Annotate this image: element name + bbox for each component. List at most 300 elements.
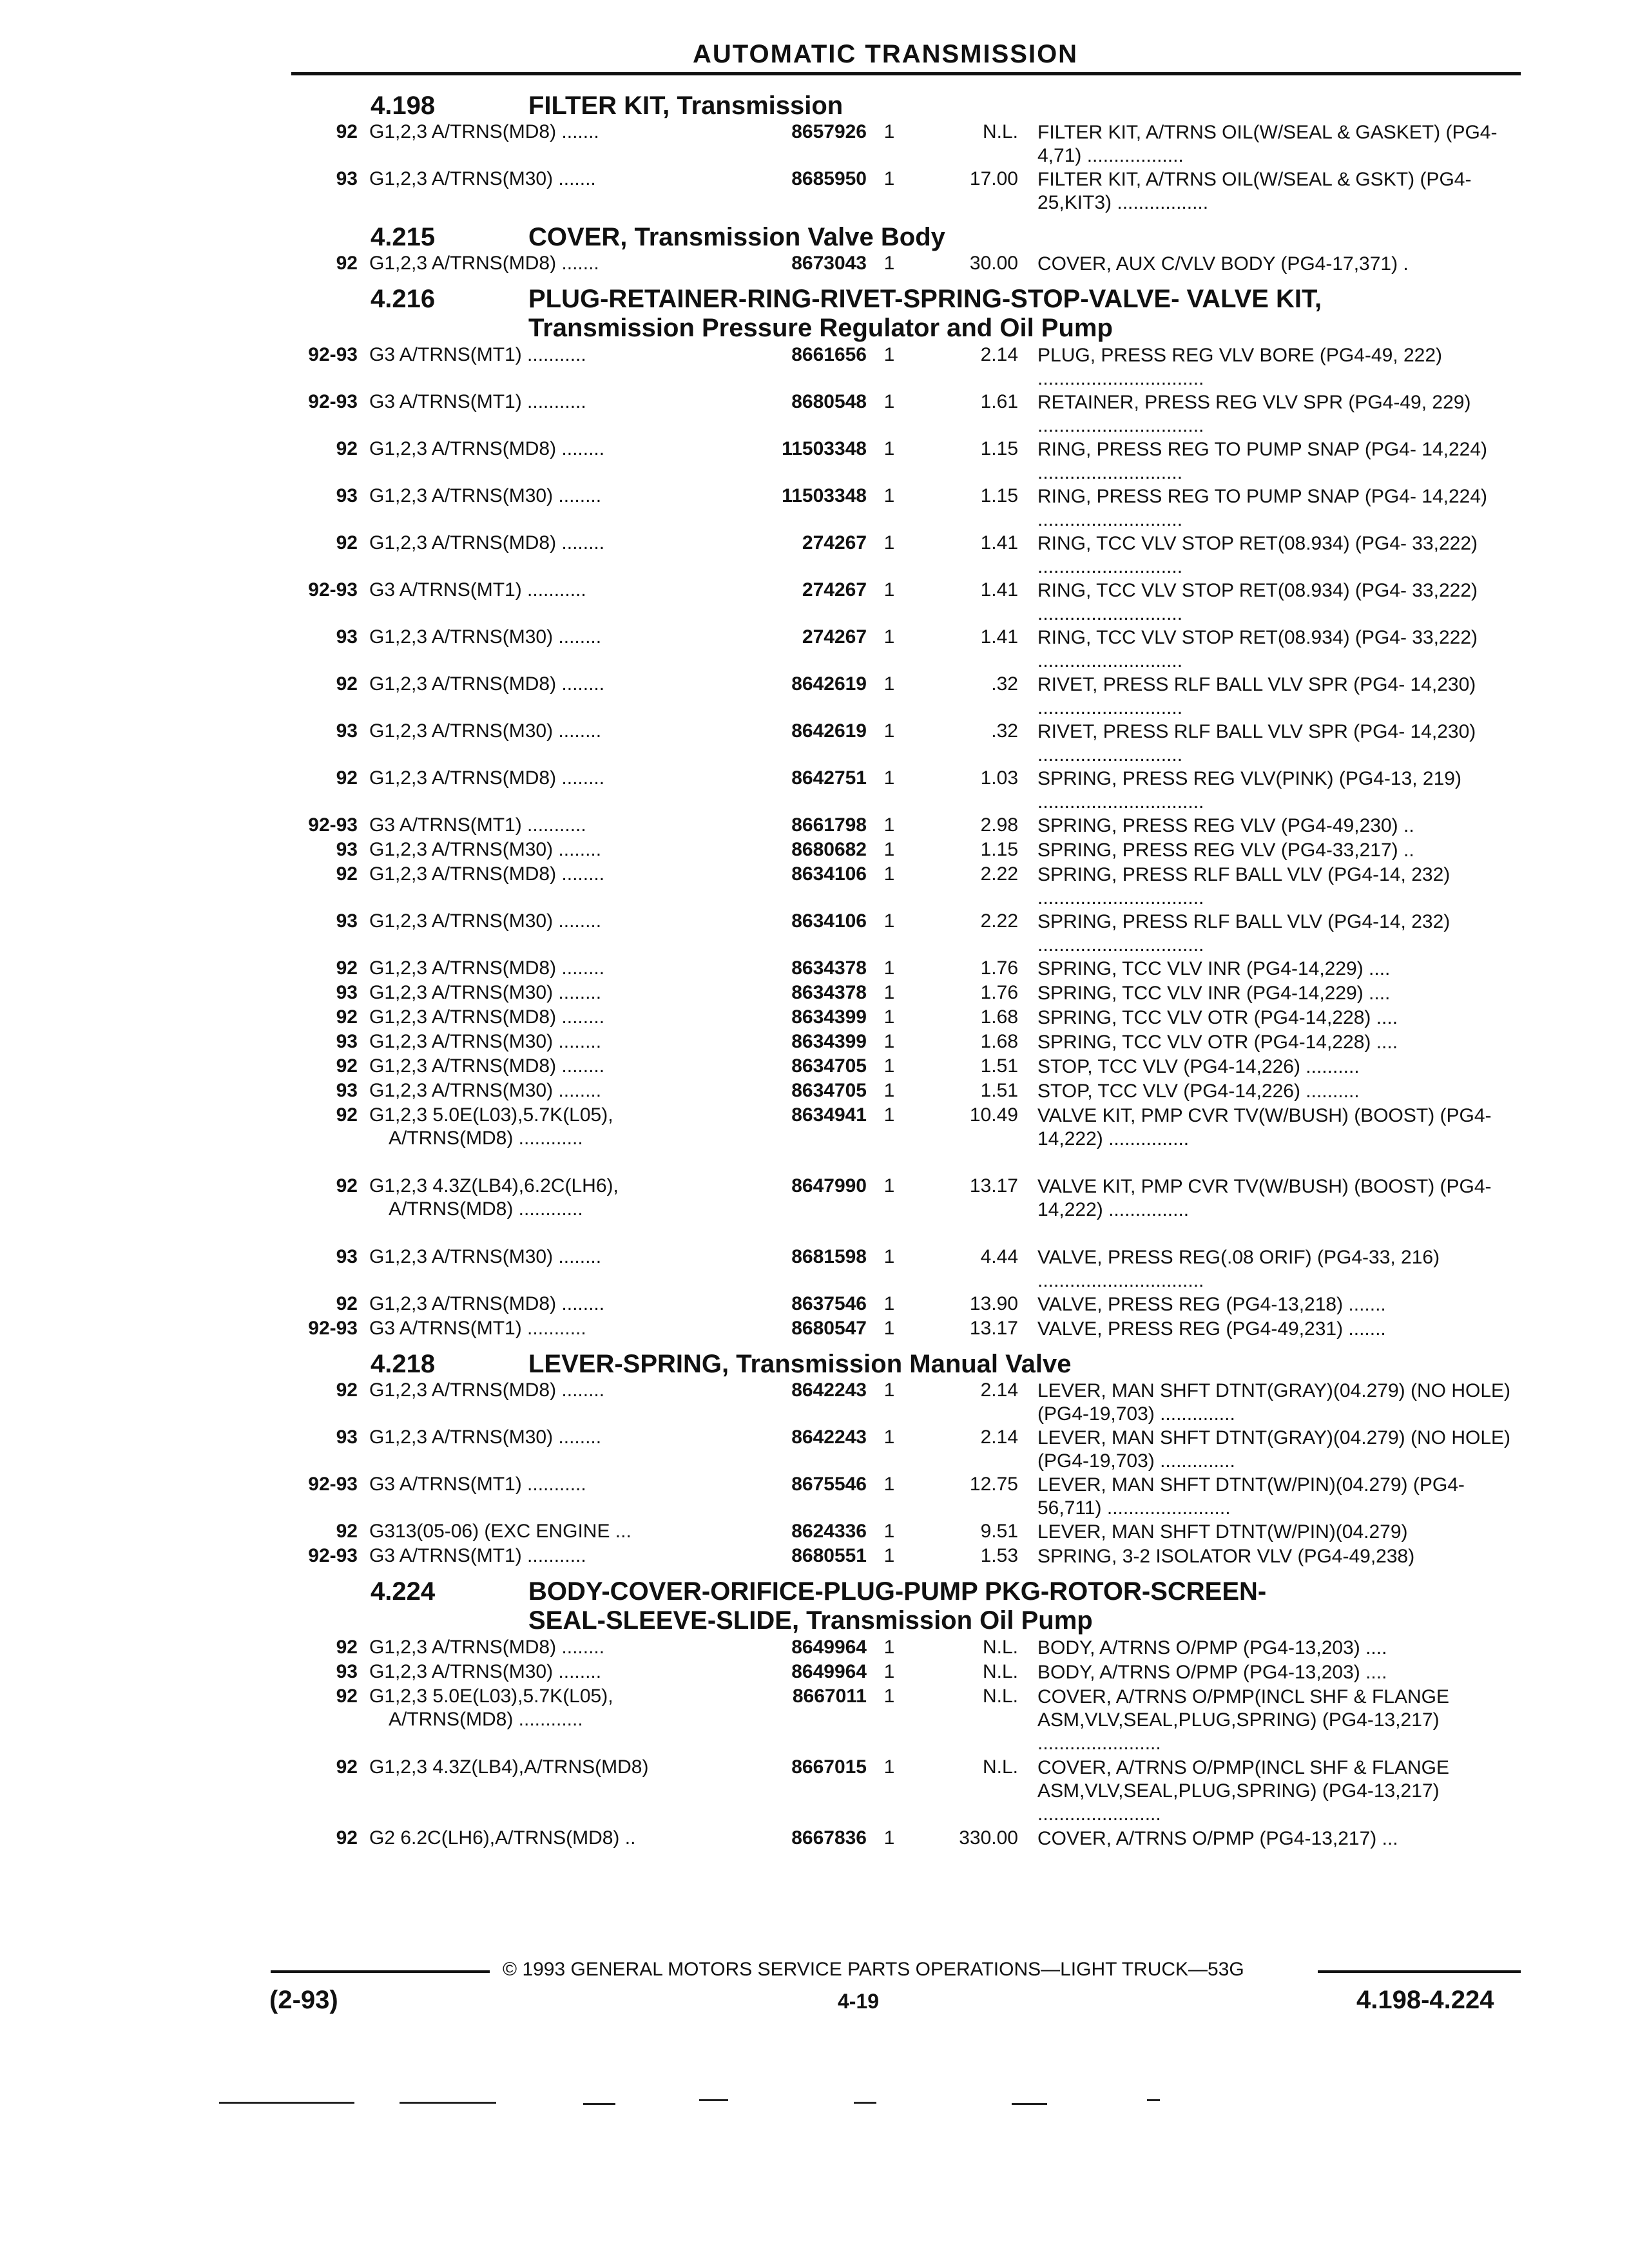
part-number: 8642751 (791, 767, 867, 789)
quantity: 1 (883, 626, 895, 648)
price: 13.17 (969, 1175, 1018, 1196)
quantity: 1 (883, 485, 895, 506)
footer-rule-left (271, 1970, 490, 1973)
part-description: VALVE, PRESS REG (PG4-13,218) ....... (1037, 1294, 1386, 1315)
part-number: 8647990 (791, 1175, 867, 1196)
quantity: 1 (883, 720, 895, 742)
model-line: G1,2,3 A/TRNS(MD8) ........ (369, 1293, 605, 1314)
model-line: G3 A/TRNS(MT1) ........... (369, 1545, 586, 1566)
part-row (287, 719, 1524, 766)
model-application (369, 1827, 717, 1849)
part-description: COVER, A/TRNS O/PMP(INCL SHF & FLANGE ASM,VLV,SEAL,PLUG,SPRING) (PG4-13,217) ....................... (1037, 1757, 1449, 1825)
model-line: G1,2,3 A/TRNS(MD8) ....... (369, 253, 599, 274)
part-row (287, 251, 1524, 276)
model-year: 92-93 (308, 344, 358, 365)
model-application (369, 1318, 717, 1340)
model-line: G1,2,3 A/TRNS(MD8) ....... (369, 121, 599, 142)
part-row (287, 1660, 1524, 1684)
part-row (287, 1425, 1524, 1472)
model-line: G1,2,3 A/TRNS(M30) ........ (369, 720, 602, 742)
quantity: 1 (883, 1827, 895, 1849)
price: 2.14 (980, 1379, 1018, 1401)
part-number: 8673043 (791, 253, 867, 274)
part-description: VALVE KIT, PMP CVR TV(W/BUSH) (BOOST) (PG4-14,222) ............... (1037, 1176, 1492, 1220)
part-description: FILTER KIT, A/TRNS OIL(W/SEAL & GSKT) (PG4-25,KIT3) ................. (1037, 169, 1472, 213)
part-description: SPRING, PRESS REG VLV(PINK) (PG4-13, 219) ............................... (1037, 768, 1461, 812)
part-row (287, 1472, 1524, 1519)
model-year: 93 (336, 982, 358, 1003)
model-application (369, 839, 717, 861)
model-year: 93 (336, 1080, 358, 1101)
model-line: G1,2,3 5.0E(L03),5.7K(L05), (369, 1686, 613, 1707)
quantity: 1 (883, 1545, 895, 1566)
model-application (369, 673, 717, 695)
model-application (369, 1379, 717, 1401)
price: 1.41 (980, 626, 1018, 648)
model-line-2: A/TRNS(MD8) ............ (389, 1128, 583, 1149)
part-row (287, 1079, 1524, 1103)
part-number: 8680682 (791, 839, 867, 860)
model-application (369, 910, 717, 932)
section-heading (287, 214, 1524, 251)
model-application (369, 344, 717, 366)
price: N.L. (982, 1637, 1018, 1658)
model-year: 93 (336, 168, 358, 189)
part-description: STOP, TCC VLV (PG4-14,226) .......... (1037, 1081, 1360, 1102)
model-application (369, 532, 717, 554)
part-row (287, 1544, 1524, 1568)
model-year: 92 (336, 673, 358, 695)
scan-artifact-marks (0, 2088, 1629, 2113)
price: 2.14 (980, 344, 1018, 365)
part-description: BODY, A/TRNS O/PMP (PG4-13,203) .... (1037, 1637, 1387, 1658)
model-line: G1,2,3 A/TRNS(MD8) ........ (369, 1006, 605, 1028)
part-description: STOP, TCC VLV (PG4-14,226) .......... (1037, 1056, 1360, 1077)
part-row (287, 1292, 1524, 1316)
quantity: 1 (883, 1637, 895, 1658)
quantity: 1 (883, 910, 895, 932)
part-description: SPRING, PRESS RLF BALL VLV (PG4-14, 232) ............................... (1037, 864, 1451, 908)
model-application (369, 1637, 717, 1658)
header-rule (291, 72, 1521, 75)
model-application (369, 1756, 717, 1778)
part-number: 8681598 (791, 1246, 867, 1267)
model-application (369, 1661, 717, 1683)
model-line: G3 A/TRNS(MT1) ........... (369, 579, 586, 601)
part-description: SPRING, PRESS RLF BALL VLV (PG4-14, 232) ............................... (1037, 911, 1451, 956)
quantity: 1 (883, 1756, 895, 1778)
model-application (369, 438, 717, 460)
model-line: G313(05-06) (EXC ENGINE ... (369, 1521, 631, 1542)
part-description: RING, PRESS REG TO PUMP SNAP (PG4- 14,224) ........................... (1037, 439, 1488, 483)
part-number: 8667011 (792, 1686, 867, 1707)
model-year: 93 (336, 839, 358, 860)
part-row (287, 437, 1524, 484)
footer-date: (2-93) (269, 1986, 338, 2014)
part-row (287, 578, 1524, 625)
part-number: 8680548 (791, 391, 867, 412)
model-year: 92 (336, 1293, 358, 1314)
part-description: COVER, A/TRNS O/PMP(INCL SHF & FLANGE ASM,VLV,SEAL,PLUG,SPRING) (PG4-13,217) ....................... (1037, 1686, 1449, 1754)
part-number: 8685950 (791, 168, 867, 189)
part-row (287, 838, 1524, 862)
part-description: SPRING, TCC VLV OTR (PG4-14,228) .... (1037, 1007, 1398, 1028)
quantity: 1 (883, 1521, 895, 1542)
price: N.L. (982, 1686, 1018, 1707)
part-row (287, 625, 1524, 672)
price: N.L. (982, 1661, 1018, 1682)
part-number: 8642243 (791, 1427, 867, 1448)
price: 2.22 (980, 910, 1018, 932)
part-row (287, 909, 1524, 956)
price: 1.15 (980, 485, 1018, 506)
model-application (369, 1055, 717, 1077)
model-year: 92 (336, 1379, 358, 1401)
price: 1.76 (980, 982, 1018, 1003)
model-application (369, 1686, 717, 1730)
price: 1.51 (980, 1055, 1018, 1077)
price: N.L. (982, 121, 1018, 142)
price: .32 (991, 673, 1018, 695)
part-row (287, 343, 1524, 390)
quantity: 1 (883, 1427, 895, 1448)
quantity: 1 (883, 1379, 895, 1401)
price: 1.76 (980, 957, 1018, 979)
price: 12.75 (969, 1474, 1018, 1495)
part-number: 8634106 (791, 863, 867, 885)
section-heading (287, 1568, 1524, 1635)
section-number: 4.224 (371, 1577, 436, 1606)
part-number: 8634705 (791, 1080, 867, 1101)
price: 17.00 (969, 168, 1018, 189)
quantity: 1 (883, 1055, 895, 1077)
quantity: 1 (883, 579, 895, 601)
section-number: 4.218 (371, 1350, 436, 1378)
page-title: AUTOMATIC TRANSMISSION (693, 40, 1079, 68)
model-line-2: A/TRNS(MD8) ............ (389, 1709, 583, 1730)
model-line: G1,2,3 A/TRNS(M30) ....... (369, 168, 596, 189)
price: 2.22 (980, 863, 1018, 885)
part-row (287, 766, 1524, 813)
quantity: 1 (883, 863, 895, 885)
model-year: 93 (336, 1031, 358, 1052)
model-line: G1,2,3 A/TRNS(MD8) ........ (369, 532, 605, 553)
part-description: SPRING, 3-2 ISOLATOR VLV (PG4-49,238) (1037, 1546, 1415, 1567)
footer-section-range: 4.198-4.224 (1356, 1986, 1494, 2014)
section-number: 4.215 (371, 223, 436, 251)
part-description: SPRING, TCC VLV INR (PG4-14,229) .... (1037, 958, 1391, 979)
model-application (369, 982, 717, 1004)
part-row (287, 120, 1524, 167)
quantity: 1 (883, 1175, 895, 1196)
model-year: 92 (336, 957, 358, 979)
part-number: 8634378 (791, 957, 867, 979)
section-heading (287, 82, 1524, 120)
part-row (287, 1378, 1524, 1425)
model-line: G2 6.2C(LH6),A/TRNS(MD8) .. (369, 1827, 636, 1849)
model-application (369, 1427, 717, 1448)
price: N.L. (982, 1756, 1018, 1778)
part-description: SPRING, TCC VLV INR (PG4-14,229) .... (1037, 983, 1391, 1004)
model-application (369, 720, 717, 742)
part-number: 8667836 (791, 1827, 867, 1849)
price: 1.68 (980, 1006, 1018, 1028)
part-number: 8634378 (791, 982, 867, 1003)
price: 1.68 (980, 1031, 1018, 1052)
model-year: 93 (336, 910, 358, 932)
part-number: 8637546 (791, 1293, 867, 1314)
quantity: 1 (883, 1474, 895, 1495)
model-line: G1,2,3 A/TRNS(M30) ........ (369, 1246, 602, 1267)
price: 30.00 (969, 253, 1018, 274)
price: 2.14 (980, 1427, 1018, 1448)
quantity: 1 (883, 1293, 895, 1314)
part-description: COVER, AUX C/VLV BODY (PG4-17,371) . (1037, 253, 1409, 274)
model-line: G1,2,3 4.3Z(LB4),A/TRNS(MD8) (369, 1756, 649, 1778)
model-year: 93 (336, 1427, 358, 1448)
price: 1.53 (980, 1545, 1018, 1566)
section-title-line2: SEAL-SLEEVE-SLIDE, Transmission Oil Pump (528, 1606, 1093, 1635)
model-year: 92-93 (308, 1318, 358, 1339)
part-row (287, 1684, 1524, 1755)
part-description: BODY, A/TRNS O/PMP (PG4-13,203) .... (1037, 1662, 1387, 1683)
part-description: RING, TCC VLV STOP RET(08.934) (PG4- 33,222) ........................... (1037, 533, 1478, 577)
quantity: 1 (883, 253, 895, 274)
model-year: 92-93 (308, 1474, 358, 1495)
part-number: 8634705 (791, 1055, 867, 1077)
model-line: G1,2,3 A/TRNS(M30) ........ (369, 485, 602, 506)
part-number: 8634399 (791, 1031, 867, 1052)
part-number: 8649964 (791, 1661, 867, 1682)
part-description: LEVER, MAN SHFT DTNT(W/PIN)(04.279) (PG4-56,711) ....................... (1037, 1474, 1465, 1519)
part-row (287, 1519, 1524, 1544)
section-heading (287, 276, 1524, 343)
part-description: SPRING, PRESS REG VLV (PG4-49,230) .. (1037, 815, 1414, 836)
part-number: 11503348 (782, 438, 867, 459)
part-row (287, 981, 1524, 1005)
part-description: RIVET, PRESS RLF BALL VLV SPR (PG4- 14,230) ........................... (1037, 721, 1476, 765)
model-line: G1,2,3 A/TRNS(MD8) ........ (369, 957, 605, 979)
part-row (287, 1103, 1524, 1174)
model-year: 92-93 (308, 391, 358, 412)
quantity: 1 (883, 532, 895, 553)
model-application (369, 1031, 717, 1053)
model-line: G1,2,3 A/TRNS(M30) ........ (369, 839, 602, 860)
part-description: RING, PRESS REG TO PUMP SNAP (PG4- 14,224) ........................... (1037, 486, 1488, 530)
section-title: COVER, Transmission Valve Body (528, 223, 945, 251)
model-year: 93 (336, 720, 358, 742)
model-line-2: A/TRNS(MD8) ............ (389, 1198, 583, 1220)
model-line: G1,2,3 A/TRNS(M30) ........ (369, 982, 602, 1003)
model-year: 93 (336, 1246, 358, 1267)
quantity: 1 (883, 767, 895, 789)
quantity: 1 (883, 1104, 895, 1126)
model-application (369, 391, 717, 413)
model-year: 92-93 (308, 1545, 358, 1566)
section-heading (287, 1341, 1524, 1378)
part-number: 274267 (802, 579, 867, 601)
section-title: BODY-COVER-ORIFICE-PLUG-PUMP PKG-ROTOR-SCREEN- (528, 1577, 1267, 1606)
model-year: 92-93 (308, 579, 358, 601)
part-row (287, 531, 1524, 578)
part-number: 8634941 (791, 1104, 867, 1126)
quantity: 1 (883, 1080, 895, 1101)
price: 2.98 (980, 814, 1018, 836)
model-year: 93 (336, 485, 358, 506)
part-description: VALVE, PRESS REG(.08 ORIF) (PG4-33, 216) ............................... (1037, 1247, 1440, 1291)
price: 1.41 (980, 532, 1018, 553)
model-application (369, 1545, 717, 1567)
model-year: 92 (336, 1175, 358, 1196)
part-number: 8624336 (791, 1521, 867, 1542)
model-line: G1,2,3 A/TRNS(MD8) ........ (369, 438, 605, 459)
model-year: 92 (336, 1055, 358, 1077)
model-line: G3 A/TRNS(MT1) ........... (369, 814, 586, 836)
part-description: LEVER, MAN SHFT DTNT(W/PIN)(04.279) (1037, 1521, 1408, 1542)
part-number: 8634106 (791, 910, 867, 932)
quantity: 1 (883, 121, 895, 142)
quantity: 1 (883, 814, 895, 836)
model-year: 93 (336, 626, 358, 648)
model-line: G1,2,3 A/TRNS(MD8) ........ (369, 863, 605, 885)
part-description: COVER, A/TRNS O/PMP (PG4-13,217) ... (1037, 1828, 1398, 1849)
part-description: VALVE, PRESS REG (PG4-49,231) ....... (1037, 1318, 1386, 1340)
model-application (369, 1104, 717, 1149)
model-application (369, 168, 717, 190)
quantity: 1 (883, 1006, 895, 1028)
section-title: PLUG-RETAINER-RING-RIVET-SPRING-STOP-VALVE- VALVE KIT, (528, 285, 1322, 313)
model-year: 92 (336, 1521, 358, 1542)
part-number: 8642243 (791, 1379, 867, 1401)
price: 1.51 (980, 1080, 1018, 1101)
part-row (287, 390, 1524, 437)
model-application (369, 1080, 717, 1102)
part-number: 8680551 (791, 1545, 867, 1566)
price: 4.44 (980, 1246, 1018, 1267)
part-row (287, 956, 1524, 981)
part-row (287, 672, 1524, 719)
quantity: 1 (883, 391, 895, 412)
part-number: 8642619 (791, 720, 867, 742)
part-number: 8675546 (791, 1474, 867, 1495)
model-line: G1,2,3 A/TRNS(M30) ........ (369, 1427, 602, 1448)
model-year: 92 (336, 1006, 358, 1028)
part-number: 8642619 (791, 673, 867, 695)
model-year: 92 (336, 532, 358, 553)
section-title: FILTER KIT, Transmission (528, 91, 843, 120)
model-year: 92 (336, 253, 358, 274)
model-line: G3 A/TRNS(MT1) ........... (369, 391, 586, 412)
model-application (369, 253, 717, 274)
price: 10.49 (969, 1104, 1018, 1126)
model-application (369, 814, 717, 836)
part-description: LEVER, MAN SHFT DTNT(GRAY)(04.279) (NO HOLE) (PG4-19,703) .............. (1037, 1380, 1511, 1425)
model-application (369, 1246, 717, 1268)
model-line: G3 A/TRNS(MT1) ........... (369, 344, 586, 365)
part-row (287, 484, 1524, 531)
model-application (369, 626, 717, 648)
part-row (287, 1054, 1524, 1079)
model-line: G1,2,3 5.0E(L03),5.7K(L05), (369, 1104, 613, 1126)
part-number: 274267 (802, 626, 867, 648)
part-row (287, 1005, 1524, 1030)
model-line: G3 A/TRNS(MT1) ........... (369, 1474, 586, 1495)
model-application (369, 957, 717, 979)
footer-page-number: 4-19 (838, 1990, 880, 2013)
price: 330.00 (959, 1827, 1018, 1849)
model-line: G1,2,3 A/TRNS(MD8) ........ (369, 1637, 605, 1658)
model-line: G1,2,3 4.3Z(LB4),6.2C(LH6), (369, 1175, 619, 1196)
model-year: 92 (336, 863, 358, 885)
model-year: 92 (336, 1104, 358, 1126)
part-row (287, 1030, 1524, 1054)
section-number: 4.216 (371, 285, 436, 313)
model-year: 92-93 (308, 814, 358, 836)
quantity: 1 (883, 1686, 895, 1707)
quantity: 1 (883, 982, 895, 1003)
part-number: 11503348 (782, 485, 867, 506)
model-year: 92 (336, 1686, 358, 1707)
model-application (369, 1521, 717, 1542)
part-row (287, 1826, 1524, 1850)
section-title: LEVER-SPRING, Transmission Manual Valve (528, 1350, 1072, 1378)
model-year: 92 (336, 1827, 358, 1849)
part-number: 8649964 (791, 1637, 867, 1658)
part-description: RING, TCC VLV STOP RET(08.934) (PG4- 33,222) ........................... (1037, 580, 1478, 624)
model-year: 92 (336, 438, 358, 459)
model-year: 93 (336, 1661, 358, 1682)
part-description: VALVE KIT, PMP CVR TV(W/BUSH) (BOOST) (PG4-14,222) ............... (1037, 1105, 1492, 1149)
part-row (287, 1174, 1524, 1245)
part-description: SPRING, PRESS REG VLV (PG4-33,217) .. (1037, 840, 1414, 861)
model-line: G1,2,3 A/TRNS(M30) ........ (369, 1031, 602, 1052)
part-description: FILTER KIT, A/TRNS OIL(W/SEAL & GASKET) (PG4-4,71) .................. (1037, 122, 1498, 166)
model-application (369, 1175, 717, 1220)
part-row (287, 1755, 1524, 1826)
section-number: 4.198 (371, 91, 436, 120)
quantity: 1 (883, 1318, 895, 1339)
footer-rule-right (1318, 1970, 1521, 1973)
part-row (287, 1316, 1524, 1341)
model-application (369, 579, 717, 601)
footer-copyright: © 1993 GENERAL MOTORS SERVICE PARTS OPERATIONS—LIGHT TRUCK—53G (503, 1959, 1244, 1980)
part-row (287, 813, 1524, 838)
model-line: G1,2,3 A/TRNS(M30) ........ (369, 1080, 602, 1101)
model-line: G1,2,3 A/TRNS(M30) ........ (369, 626, 602, 648)
model-application (369, 1474, 717, 1495)
quantity: 1 (883, 839, 895, 860)
part-row (287, 1635, 1524, 1660)
price: 13.90 (969, 1293, 1018, 1314)
model-application (369, 863, 717, 885)
part-number: 8661798 (791, 814, 867, 836)
quantity: 1 (883, 1246, 895, 1267)
model-year: 92 (336, 767, 358, 789)
price: 13.17 (969, 1318, 1018, 1339)
model-year: 92 (336, 1756, 358, 1778)
price: .32 (991, 720, 1018, 742)
model-application (369, 121, 717, 143)
model-application (369, 485, 717, 507)
part-description: RIVET, PRESS RLF BALL VLV SPR (PG4- 14,230) ........................... (1037, 674, 1476, 718)
quantity: 1 (883, 438, 895, 459)
part-description: RING, TCC VLV STOP RET(08.934) (PG4- 33,222) ........................... (1037, 627, 1478, 671)
parts-listing (287, 82, 1524, 1850)
quantity: 1 (883, 344, 895, 365)
model-application (369, 767, 717, 789)
model-line: G1,2,3 A/TRNS(MD8) ........ (369, 1379, 605, 1401)
part-description: PLUG, PRESS REG VLV BORE (PG4-49, 222) ............................... (1037, 345, 1443, 389)
